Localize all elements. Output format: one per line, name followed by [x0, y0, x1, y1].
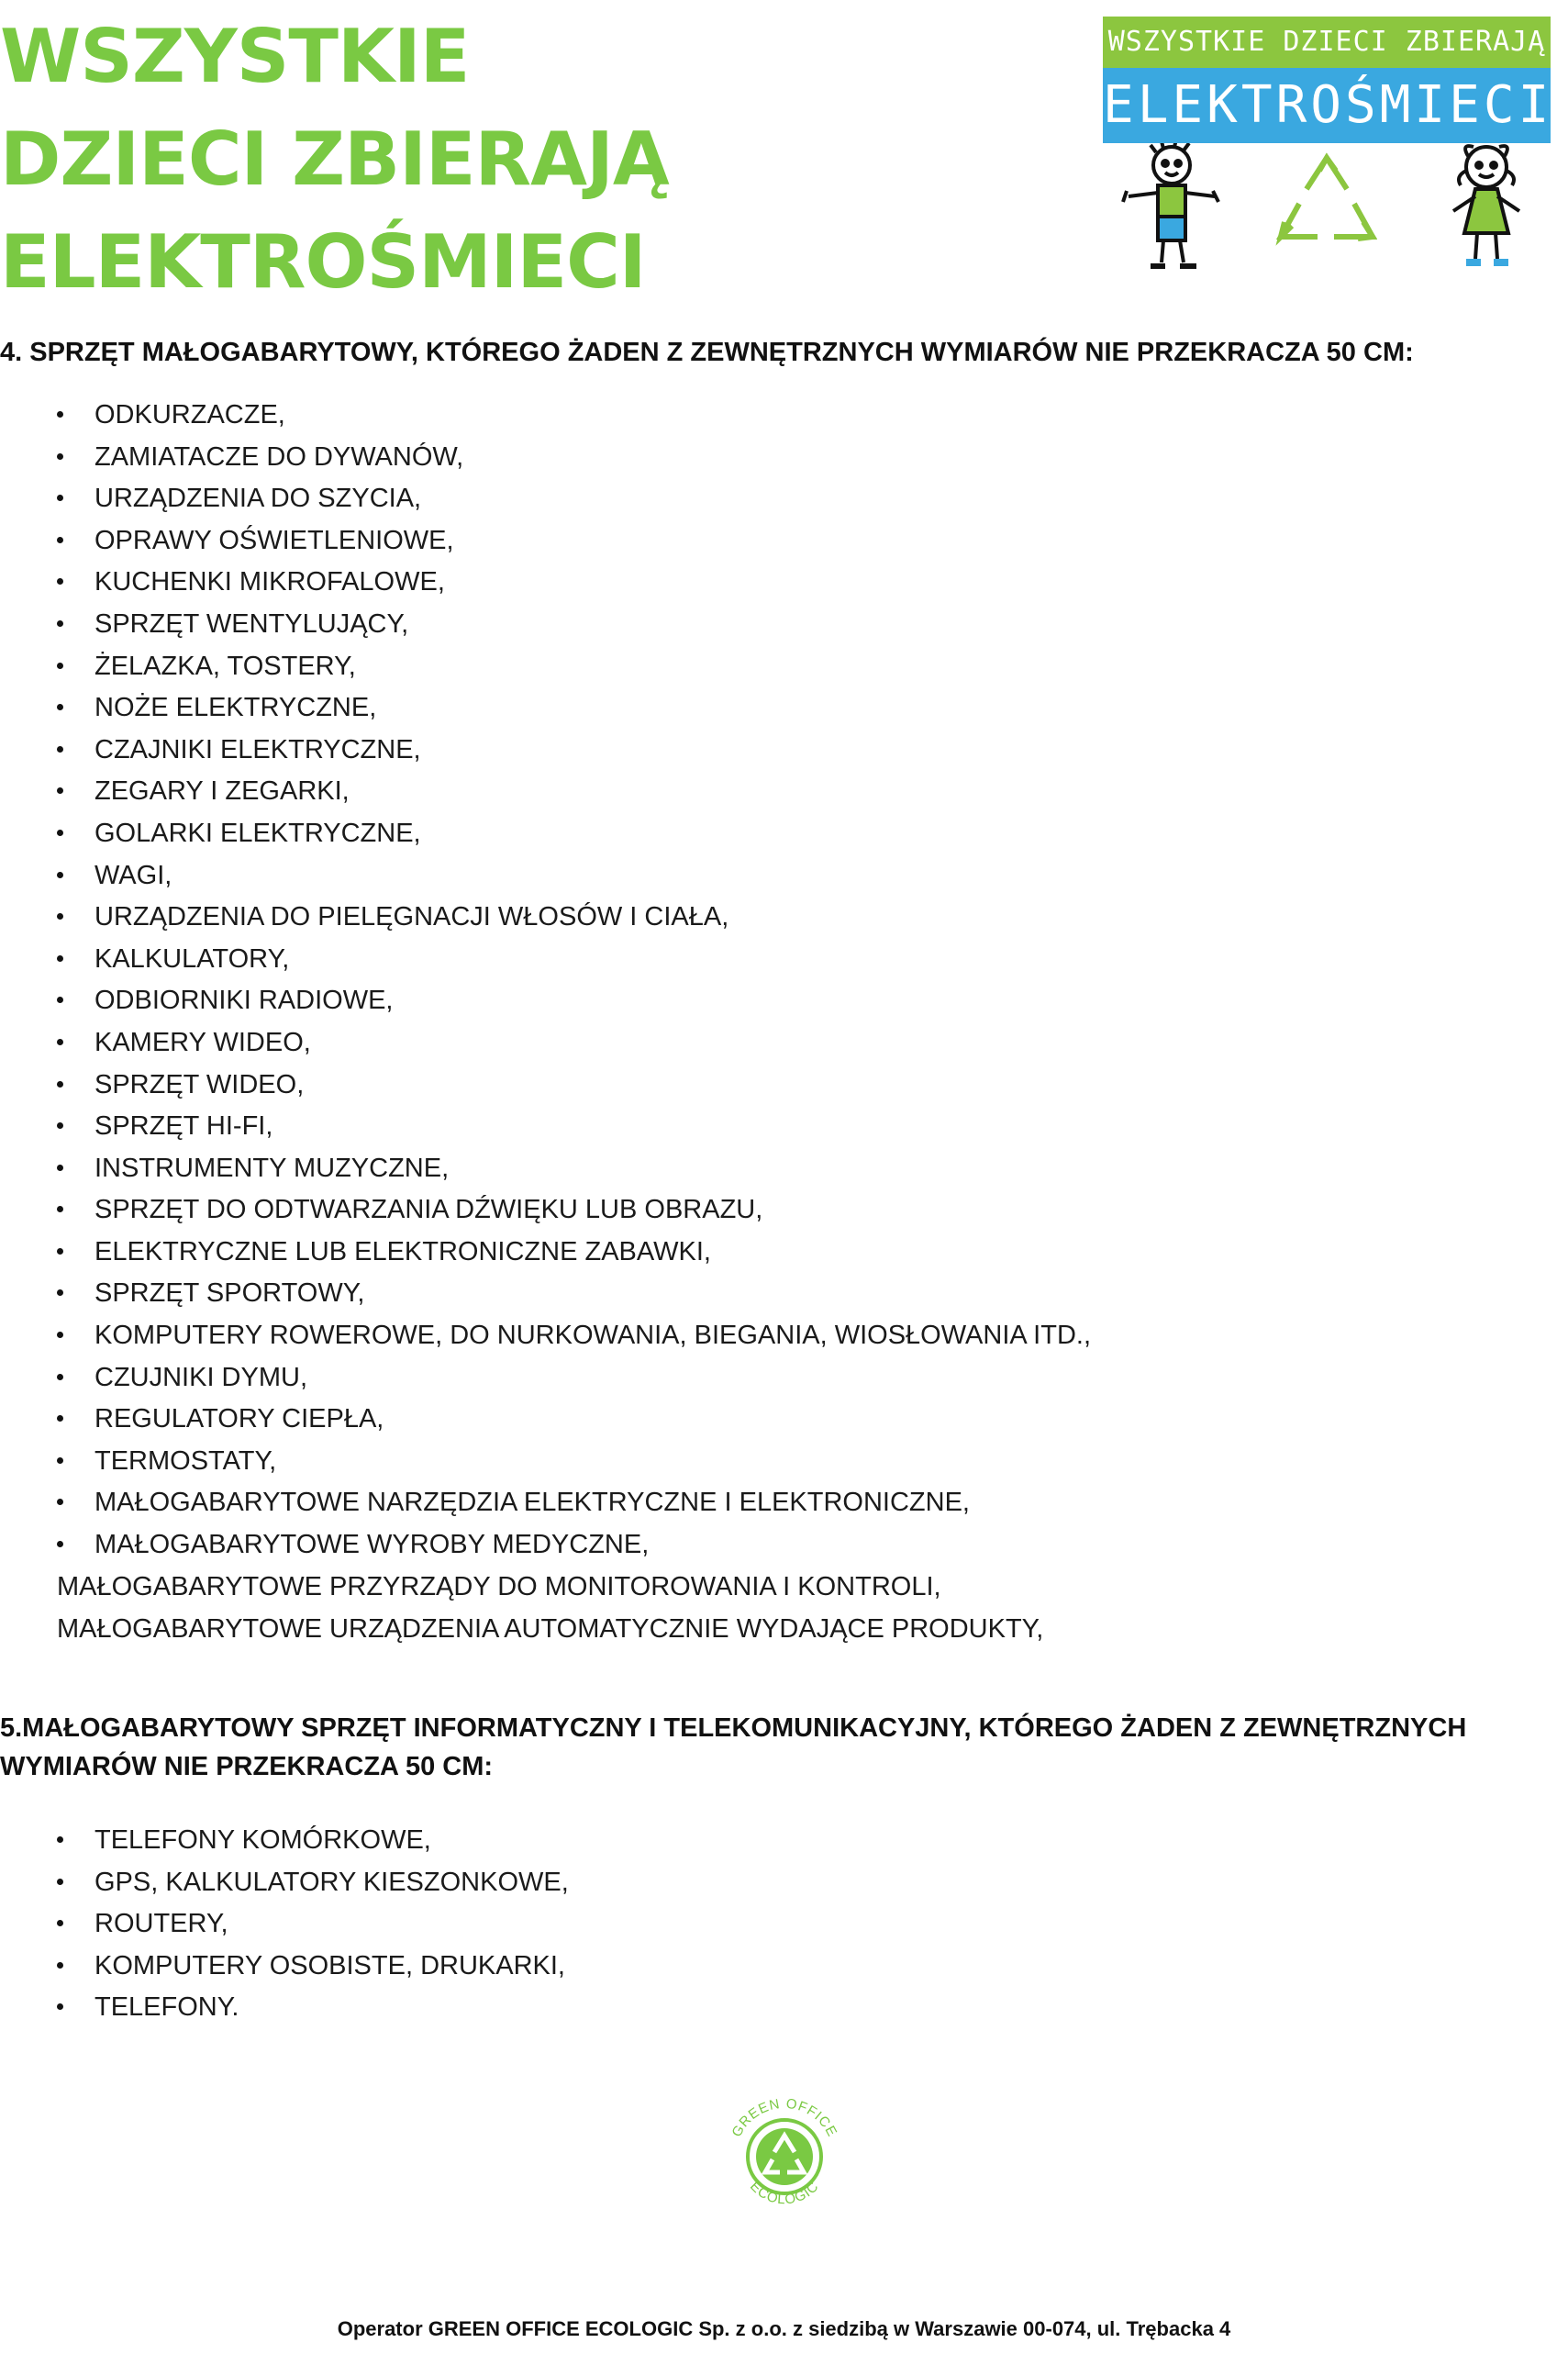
- list-item-text: GOLARKI ELEKTRYCZNE,: [95, 818, 421, 848]
- list-item: [0, 1315, 1091, 1357]
- bullet-icon: [57, 1879, 63, 1885]
- list-item: [0, 1022, 1091, 1065]
- recycle-icon: [1281, 158, 1373, 239]
- bullet-icon: [57, 495, 63, 501]
- title-line-2: DZIECI ZBIERAJĄ: [0, 117, 669, 202]
- list-item-text: ŻELAZKA, TOSTERY,: [95, 651, 356, 681]
- list-item-text: ROUTERY,: [95, 1909, 228, 1939]
- boy-figure-icon: [1123, 143, 1218, 266]
- list-item: [0, 1862, 569, 1904]
- bullet-icon: [57, 1122, 63, 1129]
- list-item: [0, 1065, 1091, 1107]
- section-5-heading-line-1: 5.MAŁOGABARYTOWY SPRZĘT INFORMATYCZNY I TELEKOMUNIKACYJNY, KTÓREGO ŻADEN Z ZEWNĘTRZNYCH: [0, 1713, 1467, 1743]
- list-item: [0, 1482, 1091, 1524]
- girl-figure-icon: [1453, 146, 1519, 262]
- list-item: [0, 1106, 1091, 1148]
- bullet-icon: [57, 872, 63, 878]
- bullet-icon: [57, 2003, 63, 2010]
- section-4-list: [0, 395, 1091, 1567]
- bullet-icon: [57, 1039, 63, 1045]
- section-5-heading-line-2: WYMIARÓW NIE PRZEKRACZA 50 CM:: [0, 1752, 494, 1781]
- list-item-text: TERMOSTATY,: [95, 1445, 277, 1476]
- bullet-icon: [57, 913, 63, 920]
- title-line-1: WSZYSTKIE: [0, 14, 470, 99]
- bullet-icon: [57, 453, 63, 460]
- bullet-icon: [57, 1541, 63, 1547]
- list-item-text: WAGI,: [95, 860, 172, 890]
- list-item: [0, 813, 1091, 855]
- logo-top-text: WSZYSTKIE DZIECI ZBIERAJĄ: [1103, 17, 1551, 68]
- logo-illustration: [1103, 143, 1551, 273]
- list-item-text: KAMERY WIDEO,: [95, 1027, 311, 1057]
- section-4-extra-lines: [57, 1567, 1043, 1650]
- list-item-text: URZĄDZENIA DO SZYCIA,: [95, 484, 422, 514]
- list-item-text: SPRZĘT DO ODTWARZANIA DŹWIĘKU LUB OBRAZU,: [95, 1195, 763, 1225]
- list-item-text: ELEKTRYCZNE LUB ELEKTRONICZNE ZABAWKI,: [95, 1236, 711, 1266]
- list-item: [0, 1357, 1091, 1400]
- bullet-icon: [57, 746, 63, 753]
- list-item: [0, 1946, 569, 1988]
- bullet-icon: [57, 578, 63, 585]
- list-item: [0, 1232, 1091, 1274]
- list-item-text: REGULATORY CIEPŁA,: [95, 1404, 384, 1434]
- list-item: [0, 939, 1091, 981]
- list-item: [0, 897, 1091, 939]
- list-item: [0, 1273, 1091, 1315]
- list-item-text: ZEGARY I ZEGARKI,: [95, 776, 350, 807]
- page-title: [0, 6, 669, 314]
- bullet-icon: [57, 411, 63, 418]
- list-item-text: SPRZĘT HI-FI,: [95, 1111, 273, 1142]
- list-item: [0, 1903, 569, 1946]
- list-item: [0, 1148, 1091, 1190]
- list-item: [0, 604, 1091, 646]
- section-5-list: [0, 1820, 569, 2029]
- bullet-icon: [57, 537, 63, 543]
- bullet-icon: [57, 1836, 63, 1843]
- list-item-text: KOMPUTERY ROWEROWE, DO NURKOWANIA, BIEGANIA, WIOSŁOWANIA ITD.,: [95, 1321, 1091, 1351]
- list-item: [0, 395, 1091, 437]
- list-item-text: ODBIORNIKI RADIOWE,: [95, 986, 394, 1016]
- bullet-icon: [57, 663, 63, 669]
- list-item: [0, 771, 1091, 813]
- list-item: [0, 1189, 1091, 1232]
- list-item-text: KALKULATORY,: [95, 943, 290, 974]
- bullet-icon: [57, 1289, 63, 1296]
- bullet-icon: [57, 1499, 63, 1505]
- bullet-icon: [57, 1206, 63, 1212]
- bullet-icon: [57, 1332, 63, 1338]
- list-item: [0, 562, 1091, 604]
- bullet-icon: [57, 997, 63, 1003]
- bullet-icon: [57, 620, 63, 627]
- list-item-text: MAŁOGABARYTOWE WYROBY MEDYCZNE,: [95, 1530, 650, 1560]
- title-line-3: ELEKTROŚMIECI: [0, 219, 646, 305]
- list-item: [0, 646, 1091, 688]
- list-item-text: GPS, KALKULATORY KIESZONKOWE,: [95, 1867, 569, 1897]
- list-item: [0, 730, 1091, 772]
- list-item-text: OPRAWY OŚWIETLENIOWE,: [95, 525, 454, 555]
- list-item: [0, 1820, 569, 1862]
- bullet-icon: [57, 1374, 63, 1380]
- list-item-text: TELEFONY.: [95, 1992, 239, 2023]
- list-item: [0, 1524, 1091, 1567]
- green-office-stamp: [716, 2088, 853, 2226]
- list-item-text: SPRZĘT WIDEO,: [95, 1069, 305, 1099]
- section-4-heading: 4. SPRZĘT MAŁOGABARYTOWY, KTÓREGO ŻADEN Z ZEWNĘTRZNYCH WYMIARÓW NIE PRZEKRACZA 50 CM:: [0, 338, 1414, 367]
- bullet-icon: [57, 1962, 63, 1969]
- bullet-icon: [57, 704, 63, 710]
- list-item: [0, 437, 1091, 479]
- campaign-logo: [1103, 17, 1551, 273]
- list-item-text: INSTRUMENTY MUZYCZNE,: [95, 1153, 450, 1183]
- list-item-text: KUCHENKI MIKROFALOWE,: [95, 567, 445, 597]
- bullet-icon: [57, 1920, 63, 1926]
- list-item-text: TELEFONY KOMÓRKOWE,: [95, 1825, 431, 1855]
- list-item-text: CZAJNIKI ELEKTRYCZNE,: [95, 734, 421, 764]
- list-item: [0, 1399, 1091, 1441]
- stamp-top-text: GREEN OFFICE: [728, 2095, 840, 2140]
- list-item-text: NOŻE ELEKTRYCZNE,: [95, 693, 377, 723]
- bullet-icon: [57, 1165, 63, 1171]
- list-item: [0, 980, 1091, 1022]
- plain-line: MAŁOGABARYTOWE PRZYRZĄDY DO MONITOROWANIA I KONTROLI,: [57, 1572, 941, 1601]
- list-item-text: KOMPUTERY OSOBISTE, DRUKARKI,: [95, 1950, 565, 1980]
- list-item-text: CZUJNIKI DYMU,: [95, 1362, 307, 1392]
- list-item-text: ODKURZACZE,: [95, 400, 285, 429]
- list-item-text: URZĄDZENIA DO PIELĘGNACJI WŁOSÓW I CIAŁA,: [95, 902, 729, 932]
- section-5-heading: [0, 1709, 1466, 1786]
- plain-line: MAŁOGABARYTOWE URZĄDZENIA AUTOMATYCZNIE WYDAJĄCE PRODUKTY,: [57, 1613, 1044, 1644]
- list-item: [0, 1987, 569, 2029]
- bullet-icon: [57, 1457, 63, 1464]
- list-item: [0, 520, 1091, 563]
- list-item-text: SPRZĘT SPORTOWY,: [95, 1278, 365, 1309]
- list-item-text: ZAMIATACZE DO DYWANÓW,: [95, 441, 464, 472]
- list-item: [0, 1441, 1091, 1483]
- stamp-bottom-text: ECOLOGIC: [747, 2178, 822, 2208]
- bullet-icon: [57, 830, 63, 836]
- bullet-icon: [57, 1415, 63, 1422]
- bullet-icon: [57, 787, 63, 794]
- footer-operator-info: Operator GREEN OFFICE ECOLOGIC Sp. z o.o. z siedzibą w Warszawie 00-074, ul. Trębacka 4: [337, 2317, 1231, 2340]
- list-item: [0, 478, 1091, 520]
- list-item: [0, 855, 1091, 898]
- bullet-icon: [57, 1081, 63, 1088]
- bullet-icon: [57, 1248, 63, 1255]
- logo-bottom-text: ELEKTROŚMIECI: [1103, 68, 1551, 143]
- bullet-icon: [57, 955, 63, 962]
- list-item-text: MAŁOGABARYTOWE NARZĘDZIA ELEKTRYCZNE I ELEKTRONICZNE,: [95, 1488, 970, 1518]
- list-item: [0, 687, 1091, 730]
- list-item-text: SPRZĘT WENTYLUJĄCY,: [95, 608, 409, 639]
